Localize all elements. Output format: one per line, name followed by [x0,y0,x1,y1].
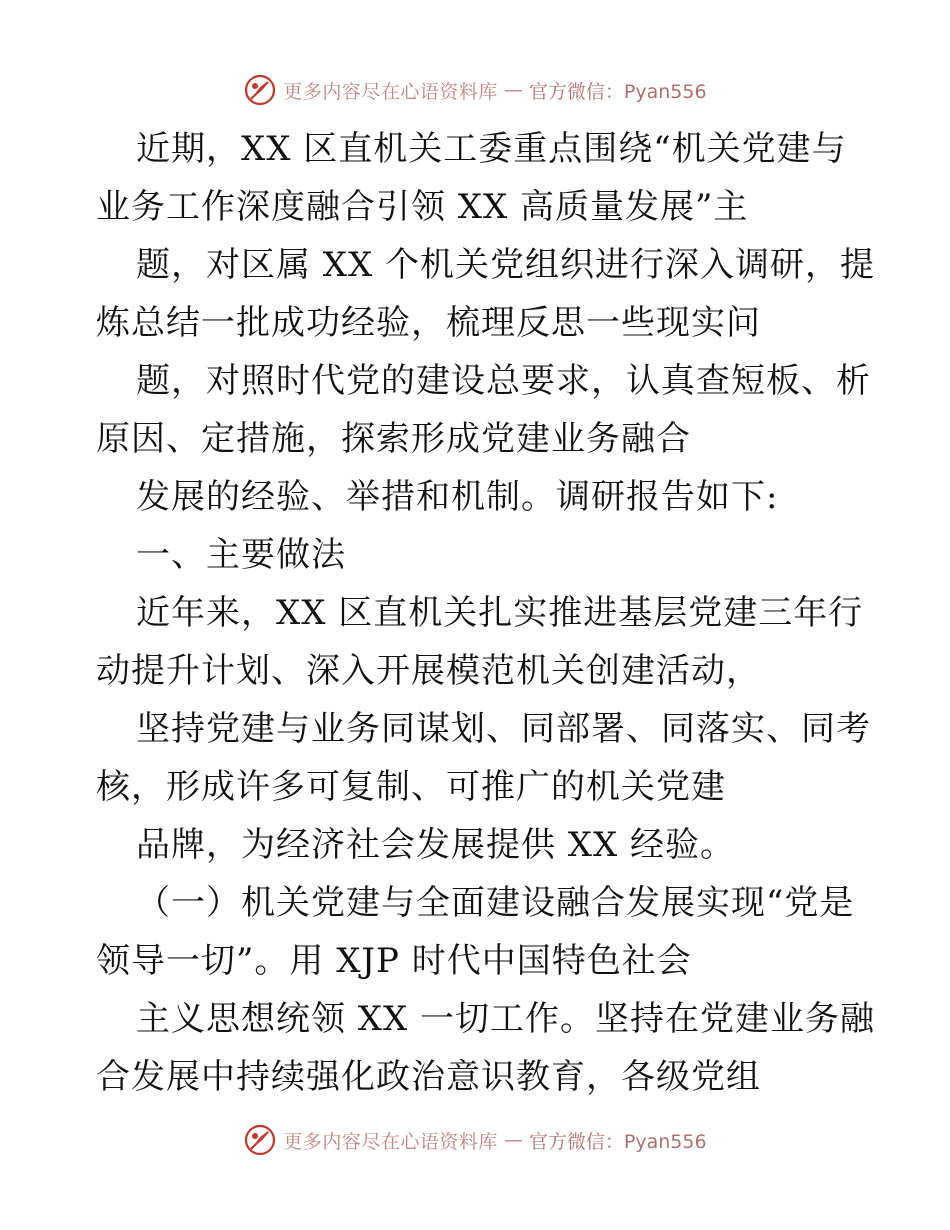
text-line: 近期，XX 区直机关工委重点围绕“机关党建与 [136,129,847,169]
text-line: 题，对照时代党的建设总要求，认真查短板、析 [136,361,871,401]
text-line: 业务工作深度融合引领 XX 高质量发展”主 [96,187,749,227]
watermark-text: 更多内容尽在心语资料库 [283,1130,498,1153]
section-heading: 一、主要做法 [136,535,346,575]
text-line: 动提升计划、深入开展模范机关创建活动， [96,651,761,691]
document-body [96,120,876,1106]
text-line: 品牌，为经济社会发展提供 XX 经验。 [136,825,736,865]
text-line: 题，对区属 XX 个机关党组织进行深入调研，提 [136,245,876,285]
watermark-dash: — [503,1129,523,1151]
text-line: 坚持党建与业务同谋划、同部署、同落实、同考 [136,709,871,749]
text-line: 炼总结一批成功经验，梳理反思一些现实问 [96,303,761,343]
text-line: 领导一切”。用 XJP 时代中国特色社会 [96,941,692,981]
text-line: 原因、定措施，探索形成党建业务融合 [96,419,691,459]
quill-logo-icon [243,73,277,107]
text-line: 主义思想统领 XX 一切工作。坚持在党建业务融 [136,999,876,1039]
footer-watermark [0,1122,950,1158]
quill-logo-icon [243,1123,277,1157]
header-watermark [0,72,950,108]
watermark-wechat: 官方微信：Pyan556 [528,80,707,103]
text-line: 合发展中持续强化政治意识教育，各级党组 [96,1057,761,1097]
watermark-text: 更多内容尽在心语资料库 [283,80,498,103]
text-line: 近年来，XX 区直机关扎实推进基层党建三年行 [136,593,864,633]
watermark-dash: — [503,79,523,101]
text-line: 发展的经验、举措和机制。调研报告如下: [136,477,779,517]
watermark-wechat: 官方微信：Pyan556 [528,1130,707,1153]
subsection-heading: （一）机关党建与全面建设融合发展实现“党是 [136,883,855,923]
text-line: 核，形成许多可复制、可推广的机关党建 [96,767,726,807]
